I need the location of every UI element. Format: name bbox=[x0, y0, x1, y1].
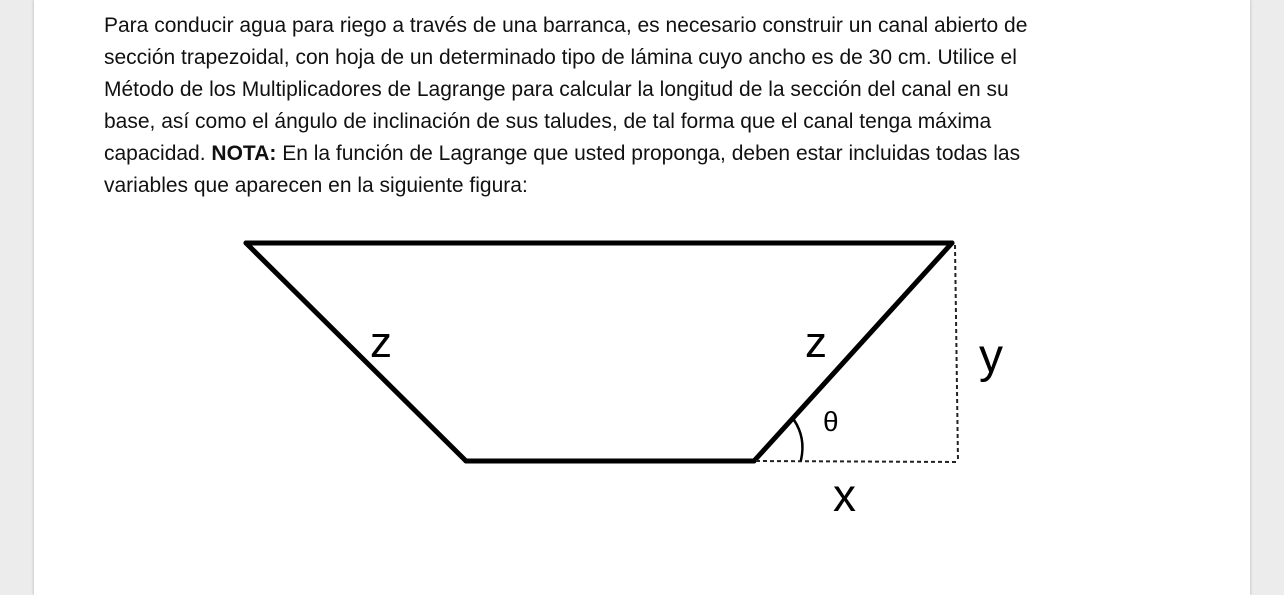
left-side-label: z bbox=[370, 318, 392, 367]
right-side-label: z bbox=[805, 318, 827, 367]
problem-line-5-end: En la función de Lagrange que usted proponga, deben estar incluidas todas las bbox=[276, 142, 1021, 165]
height-label: y bbox=[979, 330, 1003, 383]
problem-line-6: variables que aparecen en la siguiente figura: bbox=[104, 174, 528, 197]
height-dashed-line bbox=[955, 245, 958, 462]
problem-line-2: sección trapezoidal, con hoja de un determinado tipo de lámina cuyo ancho es de 30 cm. Utilice el bbox=[104, 46, 1017, 69]
horizontal-label: x bbox=[833, 469, 856, 521]
problem-line-5-start: capacidad. bbox=[104, 142, 212, 165]
angle-label: θ bbox=[823, 406, 839, 437]
channel-right-slope bbox=[754, 243, 952, 461]
channel-left-slope bbox=[246, 243, 466, 461]
problem-line-1: Para conducir agua para riego a través de una barranca, es necesario construir un canal abierto de bbox=[104, 14, 1028, 37]
problem-line-3: Método de los Multiplicadores de Lagrange para calcular la longitud de la sección del canal en su bbox=[104, 78, 1009, 101]
horizontal-dashed-line bbox=[756, 461, 958, 462]
nota-label: NOTA: bbox=[211, 142, 277, 165]
angle-arc bbox=[794, 420, 802, 460]
problem-line-4: base, así como el ángulo de inclinación de sus taludes, de tal forma que el canal tenga máxima bbox=[104, 110, 992, 133]
